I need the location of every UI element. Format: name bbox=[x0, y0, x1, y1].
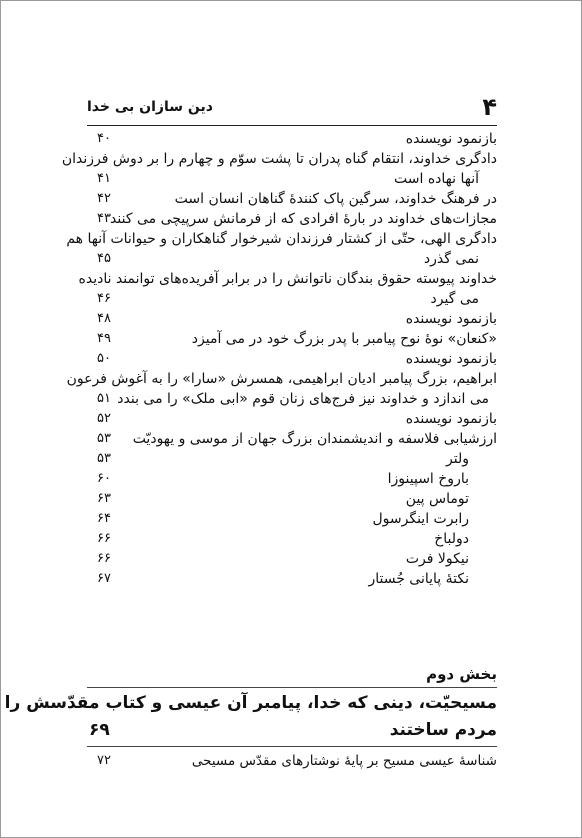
toc-entry-text: می اندازد و خداوند نیز فرج‌های زنان قوم «ابی ملک» را می بندد bbox=[117, 391, 489, 407]
toc-row bbox=[87, 469, 497, 489]
toc-row bbox=[87, 349, 497, 369]
toc-row bbox=[87, 289, 497, 309]
toc-row bbox=[87, 489, 497, 509]
running-header bbox=[87, 93, 497, 121]
part-entry-page: ۷۲ bbox=[97, 753, 111, 768]
toc-row bbox=[87, 189, 497, 209]
toc-row bbox=[87, 249, 497, 269]
toc-entry-text: آنها نهاده است bbox=[394, 171, 479, 187]
toc-page-number: ۵۱ bbox=[97, 391, 111, 406]
toc-row bbox=[66, 229, 497, 249]
toc-entry-text: ابراهیم، بزرگ پیامبر ادیان ابراهیمی، همسرش «سارا» را به آغوش فرعون bbox=[66, 371, 497, 387]
part-title-line-2: مردم ساختند ۶۹ bbox=[87, 717, 497, 744]
toc-entry-text: ولتر bbox=[446, 451, 469, 467]
toc-row bbox=[87, 509, 497, 529]
toc-entry-text: بازنمود نویسنده bbox=[405, 131, 497, 147]
toc-entry-text: نکتهٔ پایانی جُستار bbox=[368, 571, 469, 587]
toc-page-number: ۵۳ bbox=[97, 451, 111, 466]
toc-row bbox=[87, 569, 497, 589]
part-two-section bbox=[4, 663, 497, 773]
running-title: دین سازان بی خدا bbox=[87, 99, 213, 115]
toc-page-number: ۵۲ bbox=[97, 411, 111, 426]
toc-entry-text: باروخ اسپینوزا bbox=[387, 471, 469, 487]
toc-row bbox=[87, 549, 497, 569]
part-rule bbox=[87, 687, 497, 688]
toc-entry-text: توماس پین bbox=[405, 491, 469, 507]
toc-row bbox=[61, 149, 497, 169]
part-entry: شناسهٔ عیسی مسیح بر پایهٔ نوشتارهای مقدّس مسیحی ۷۲ bbox=[87, 749, 497, 773]
part-rule-2 bbox=[87, 746, 497, 747]
toc-row bbox=[87, 429, 497, 449]
toc-entry-text: بازنمود نویسنده bbox=[405, 311, 497, 327]
toc-page-number: ۴۲ bbox=[97, 191, 111, 206]
toc-entry-text: بازنمود نویسنده bbox=[405, 351, 497, 367]
toc-row bbox=[87, 409, 497, 429]
toc-page-number: ۶۷ bbox=[97, 571, 111, 586]
toc-entry-text: خداوند پیوسته حقوق بندگان ناتوانش را در برابر آفریده‌های توانمند نادیده bbox=[78, 271, 497, 287]
toc-entry-text: رابرت اینگرسول bbox=[372, 511, 469, 527]
toc-entry-text: مجازات‌های خداوند در بارهٔ افرادی که از فرمانش سرپیچی می کنند bbox=[110, 211, 497, 227]
toc-entry-text: «کنعان» نوهٔ نوح پیامبر با پدر بزرگ خود در می آمیزد bbox=[191, 331, 497, 347]
toc-page-number: ۴۱ bbox=[97, 171, 111, 186]
toc-entry-text: دادگری الهی، حتّی از کشتار فرزندان شیرخوار گناهکاران و حیوانات آنها هم bbox=[66, 231, 497, 247]
toc-row bbox=[87, 389, 497, 409]
toc-entry-text: می گیرد bbox=[430, 291, 479, 307]
toc-page-number: ۴۵ bbox=[97, 251, 111, 266]
toc-row bbox=[66, 369, 497, 389]
toc-page-number: ۶۴ bbox=[97, 511, 111, 526]
toc-page-number: ۴۶ bbox=[97, 291, 111, 306]
part-title-line-1: مسیحیّت، دینی که خدا، پیامبر آن عیسی و کتاب مقدّسش را bbox=[4, 693, 497, 713]
toc-page-number: ۴۳ bbox=[97, 211, 111, 226]
toc-row bbox=[87, 309, 497, 329]
toc-page-number: ۶۰ bbox=[97, 471, 111, 486]
toc-entry-text: نمی گذرد bbox=[423, 251, 479, 267]
table-of-contents bbox=[61, 129, 497, 589]
toc-page-number: ۶۶ bbox=[97, 551, 111, 566]
part-title-page: ۶۹ bbox=[89, 720, 110, 740]
toc-row bbox=[78, 269, 497, 289]
toc-page-number: ۴۹ bbox=[97, 331, 111, 346]
part-label: بخش دوم bbox=[426, 665, 497, 683]
toc-row bbox=[87, 449, 497, 469]
toc-entry-text: دادگری خداوند، انتقام گناه پدران تا پشت سوّم و چهارم را بر دوش فرزندان bbox=[61, 151, 497, 167]
toc-row bbox=[87, 529, 497, 549]
toc-page-number: ۶۳ bbox=[97, 491, 111, 506]
toc-row bbox=[87, 209, 497, 229]
toc-entry-text: نیکولا فرت bbox=[405, 551, 469, 567]
toc-page-number: ۴۰ bbox=[97, 131, 111, 146]
toc-entry-text: در فرهنگ خداوند، سرگین پاک کنندهٔ گناهان انسان است bbox=[174, 191, 497, 207]
toc-entry-text: دولباخ bbox=[434, 531, 469, 547]
toc-entry-text: بازنمود نویسنده bbox=[405, 411, 497, 427]
toc-row bbox=[87, 129, 497, 149]
toc-row bbox=[87, 169, 497, 189]
toc-page-number: ۶۶ bbox=[97, 531, 111, 546]
page-number: ۴ bbox=[482, 93, 497, 121]
toc-page-number: ۴۸ bbox=[97, 311, 111, 326]
toc-entry-text: ارزشیابی فلاسفه و اندیشمندان بزرگ جهان از موسی و یهودیّت bbox=[132, 431, 497, 447]
toc-page-number: ۵۳ bbox=[97, 431, 111, 446]
header-rule bbox=[87, 125, 497, 126]
toc-row bbox=[87, 329, 497, 349]
toc-page-number: ۵۰ bbox=[97, 351, 111, 366]
